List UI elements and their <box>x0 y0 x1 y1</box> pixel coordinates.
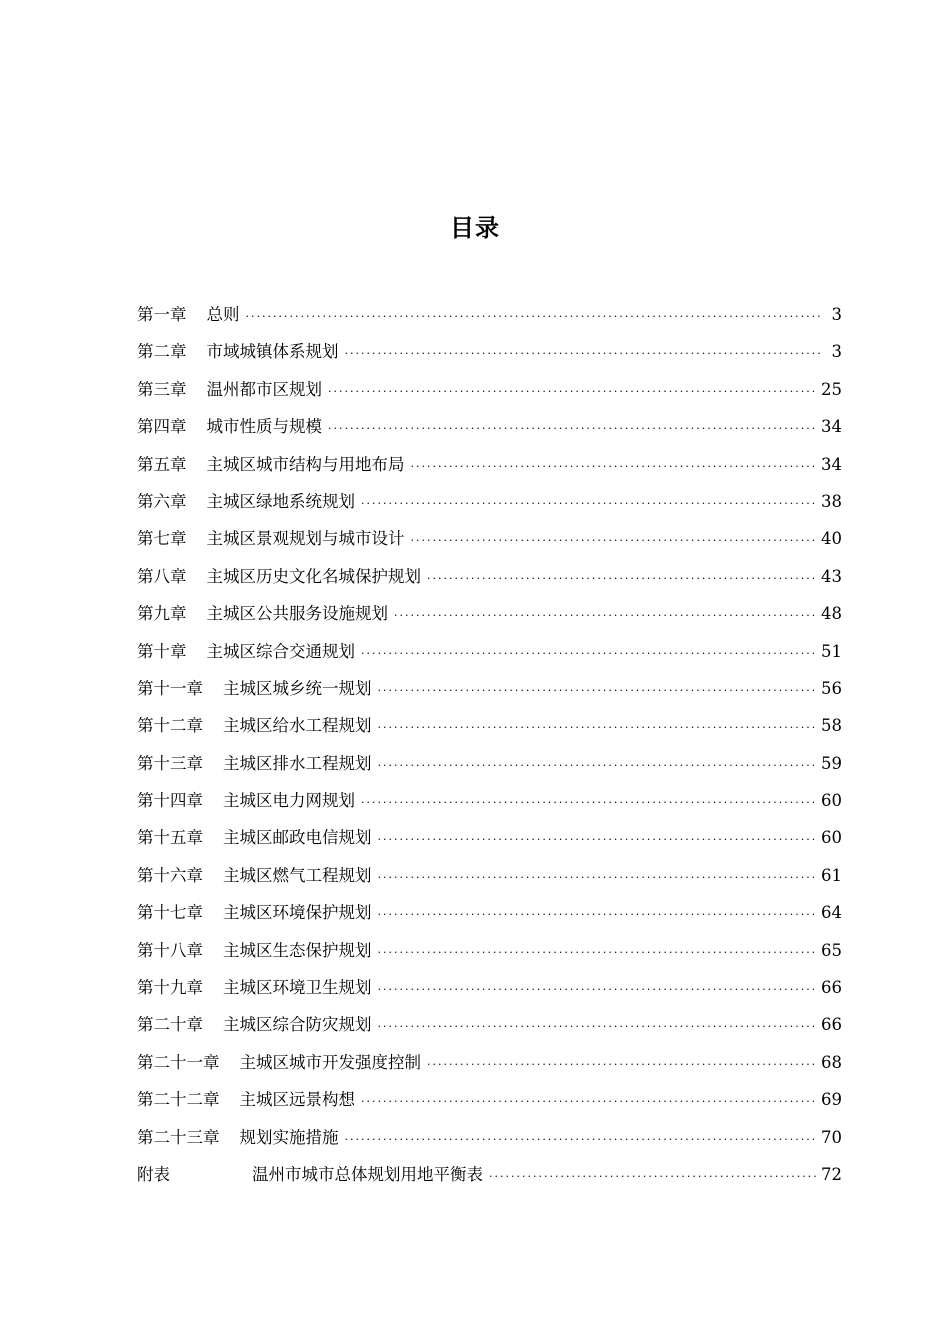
toc-entry-title: 总则 <box>206 305 240 324</box>
toc-dot-leader <box>378 896 819 933</box>
toc-entry-title: 主城区排水工程规划 <box>223 753 372 773</box>
toc-entry <box>137 819 842 856</box>
toc-page-number: 61 <box>821 865 842 885</box>
toc-chapter-label: 第十四章 <box>137 791 203 811</box>
toc-page-number: 66 <box>821 1015 842 1035</box>
toc-entry-title: 主城区公共服务设施规划 <box>206 604 388 624</box>
toc-page-number: 48 <box>821 604 842 624</box>
toc-list <box>137 296 842 1193</box>
toc-dot-leader <box>489 1158 818 1195</box>
toc-entry <box>137 558 842 595</box>
toc-entry <box>137 932 842 969</box>
toc-chapter-label: 第十九章 <box>137 978 203 998</box>
toc-entry-title: 主城区电力网规划 <box>223 791 355 811</box>
toc-dot-leader <box>361 485 818 522</box>
toc-page-number: 68 <box>821 1052 842 1072</box>
toc-page-number: 40 <box>821 529 842 549</box>
toc-entry-title: 主城区城市结构与用地布局 <box>206 454 405 474</box>
toc-entry <box>137 408 842 445</box>
toc-entry <box>137 446 842 483</box>
toc-entry <box>137 1006 842 1043</box>
toc-entry <box>137 296 842 333</box>
toc-entry <box>137 894 842 931</box>
toc-entry <box>137 483 842 520</box>
toc-dot-leader <box>427 1046 818 1083</box>
toc-dot-leader <box>328 410 818 447</box>
toc-entry-title: 主城区综合交通规划 <box>206 641 355 661</box>
toc-chapter-label: 第八章 <box>137 566 187 586</box>
toc-dot-leader <box>378 747 819 784</box>
toc-dot-leader <box>378 672 819 709</box>
toc-page-number: 34 <box>821 454 842 474</box>
toc-chapter-label: 第十二章 <box>137 716 203 736</box>
toc-chapter-label: 第一章 <box>137 305 187 324</box>
toc-entry <box>137 1119 842 1156</box>
toc-entry <box>137 371 842 408</box>
toc-entry <box>137 1081 842 1118</box>
toc-entry <box>137 969 842 1006</box>
toc-chapter-label: 第三章 <box>137 379 187 399</box>
toc-entry-title: 主城区邮政电信规划 <box>223 828 372 848</box>
toc-title: 目录 <box>450 214 500 242</box>
toc-chapter-label: 第四章 <box>137 417 187 437</box>
toc-page-number: 58 <box>821 716 842 736</box>
toc-page-number: 3 <box>831 342 842 362</box>
toc-dot-leader <box>378 709 819 746</box>
toc-dot-leader <box>361 635 818 672</box>
toc-page-number: 43 <box>821 566 842 586</box>
toc-dot-leader <box>378 1008 819 1045</box>
toc-entry <box>137 707 842 744</box>
toc-page-number: 25 <box>821 379 842 399</box>
toc-entry <box>137 595 842 632</box>
toc-chapter-label: 第十七章 <box>137 903 203 923</box>
toc-entry <box>137 670 842 707</box>
toc-dot-leader <box>361 1083 818 1120</box>
toc-page-number: 34 <box>821 417 842 437</box>
toc-page-number: 66 <box>821 978 842 998</box>
toc-entry <box>137 633 842 670</box>
toc-chapter-label: 第十五章 <box>137 828 203 848</box>
toc-chapter-label: 第十三章 <box>137 753 203 773</box>
toc-entry-title: 主城区城市开发强度控制 <box>239 1052 421 1072</box>
toc-entry <box>137 857 842 894</box>
toc-page-number: 51 <box>821 641 842 661</box>
toc-chapter-label: 第十八章 <box>137 940 203 960</box>
toc-entry-title: 主城区绿地系统规划 <box>206 491 355 511</box>
toc-chapter-label: 附表 <box>137 1164 170 1184</box>
toc-chapter-label: 第二十三章 <box>137 1127 220 1147</box>
toc-chapter-label: 第十章 <box>137 641 187 661</box>
toc-entry-title: 温州都市区规划 <box>206 379 322 399</box>
toc-entry <box>137 745 842 782</box>
toc-page-number: 59 <box>821 753 842 773</box>
toc-chapter-label: 第二十章 <box>137 1015 203 1035</box>
toc-entry-title: 规划实施措施 <box>239 1127 339 1147</box>
toc-entry <box>137 782 842 819</box>
toc-dot-leader <box>378 971 819 1008</box>
toc-dot-leader <box>345 335 822 372</box>
toc-entry <box>137 333 842 370</box>
toc-dot-leader <box>345 1121 819 1158</box>
toc-chapter-label: 第二十二章 <box>137 1090 220 1110</box>
toc-dot-leader <box>427 560 818 597</box>
toc-entry-title: 主城区综合防灾规划 <box>223 1015 372 1035</box>
toc-entry-title: 主城区生态保护规划 <box>223 940 372 960</box>
toc-chapter-label: 第七章 <box>137 529 187 549</box>
toc-page-number: 56 <box>821 678 842 698</box>
toc-page-number: 38 <box>821 491 842 511</box>
toc-chapter-label: 第九章 <box>137 604 187 624</box>
toc-entry-title: 主城区历史文化名城保护规划 <box>206 566 421 586</box>
toc-dot-leader <box>246 298 822 335</box>
toc-page-number: 60 <box>821 828 842 848</box>
toc-entry-title: 城市性质与规模 <box>206 417 322 437</box>
toc-entry-title: 主城区燃气工程规划 <box>223 865 372 885</box>
toc-dot-leader <box>394 597 818 634</box>
toc-chapter-label: 第二章 <box>137 342 187 362</box>
toc-chapter-label: 第十一章 <box>137 678 203 698</box>
toc-entry-appendix <box>137 1156 842 1193</box>
toc-dot-leader <box>411 522 819 559</box>
toc-chapter-label: 第六章 <box>137 491 187 511</box>
toc-dot-leader <box>378 934 819 971</box>
toc-chapter-label: 第五章 <box>137 454 187 474</box>
toc-page-number: 69 <box>821 1090 842 1110</box>
toc-entry-title: 主城区环境卫生规划 <box>223 978 372 998</box>
toc-entry-title: 温州市城市总体规划用地平衡表 <box>252 1164 483 1184</box>
toc-entry-title: 主城区给水工程规划 <box>223 716 372 736</box>
toc-chapter-label: 第十六章 <box>137 865 203 885</box>
toc-dot-leader <box>378 821 819 858</box>
toc-dot-leader <box>411 448 819 485</box>
toc-entry <box>137 1044 842 1081</box>
toc-entry-title: 主城区景观规划与城市设计 <box>206 529 405 549</box>
toc-dot-leader <box>361 784 818 821</box>
toc-page-number: 64 <box>821 903 842 923</box>
toc-entry-title: 主城区远景构想 <box>239 1090 355 1110</box>
toc-dot-leader <box>378 859 819 896</box>
toc-page-number: 3 <box>831 305 842 324</box>
toc-page-number: 60 <box>821 791 842 811</box>
toc-page-number: 72 <box>821 1164 842 1184</box>
toc-chapter-label: 第二十一章 <box>137 1052 220 1072</box>
toc-entry <box>137 520 842 557</box>
toc-page-number: 65 <box>821 940 842 960</box>
toc-dot-leader <box>328 373 818 410</box>
toc-page-number: 70 <box>821 1127 842 1147</box>
toc-entry-title: 主城区城乡统一规划 <box>223 678 372 698</box>
toc-entry-title: 主城区环境保护规划 <box>223 903 372 923</box>
toc-entry-title: 市域城镇体系规划 <box>206 342 339 362</box>
